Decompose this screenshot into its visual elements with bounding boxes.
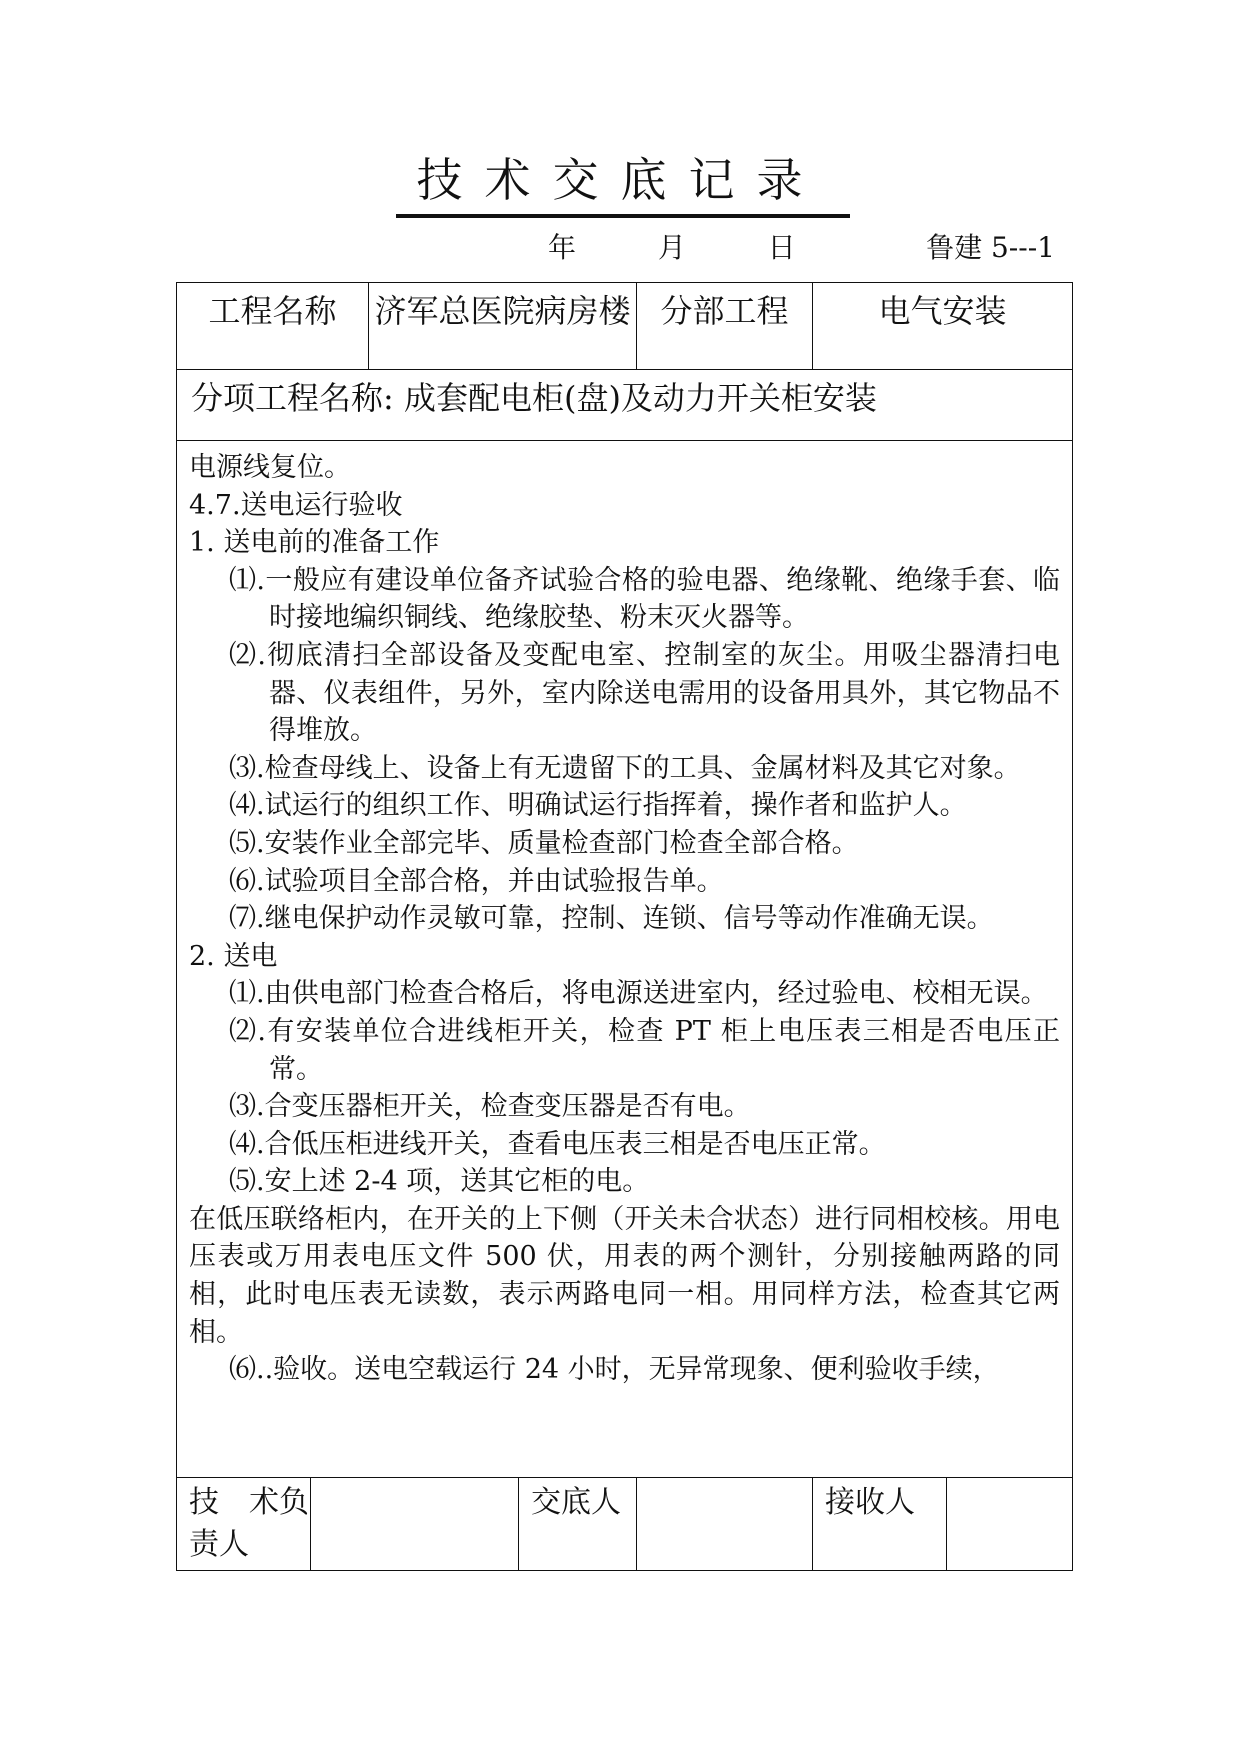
title-underline <box>396 214 850 218</box>
discloser-signature-field[interactable] <box>637 1478 813 1571</box>
list-item: ⑵.有安装单位合进线柜开关，检查 PT 柜上电压表三相是否电压正常。 <box>229 1015 1061 1085</box>
subitem-name: 分项工程名称: 成套配电柜(盘)及动力开关柜安装 <box>177 370 1073 441</box>
disclosure-content <box>177 441 1073 1478</box>
subsection-heading: 2. 送电 <box>189 940 278 972</box>
subsection-heading: 1. 送电前的准备工作 <box>189 527 440 559</box>
division-value: 电气安装 <box>813 283 1073 370</box>
record-table <box>176 282 1073 1571</box>
receiver-signature-field[interactable] <box>947 1478 1073 1571</box>
date-year-label: 年 <box>548 231 577 264</box>
tech-lead-signature-field[interactable] <box>311 1478 519 1571</box>
content-row <box>177 441 1073 1478</box>
list-item: ⑷.试运行的组织工作、明确试运行指挥着，操作者和监护人。 <box>229 790 967 822</box>
date-day-label: 日 <box>767 231 796 264</box>
date-month-label: 月 <box>657 231 686 264</box>
list-item: ⑴.一般应有建设单位备齐试验合格的验电器、绝缘靴、绝缘手套、临时接地编织铜线、绝缘胶垫、粉末灭火器等。 <box>229 564 1061 634</box>
project-name-value: 济军总医院病房楼 <box>369 283 637 370</box>
list-item: ⑵.彻底清扫全部设备及变配电室、控制室的灰尘。用吸尘器清扫电器、仪表组件，另外，室内除送电需用的设备用具外，其它物品不得堆放。 <box>229 639 1061 747</box>
list-item: ⑺.继电保护动作灵敏可靠，控制、连锁、信号等动作准确无误。 <box>229 903 994 935</box>
project-name-label: 工程名称 <box>177 283 369 370</box>
header-row <box>177 283 1073 370</box>
signature-row <box>177 1478 1073 1571</box>
document-title: 技术交底记录 <box>416 153 825 207</box>
list-item: ⑸.安装作业全部完毕、质量检查部门检查全部合格。 <box>229 827 859 859</box>
list-item: ⑷.合低压柜进线开关，查看电压表三相是否电压正常。 <box>229 1128 886 1160</box>
list-item: ⑶.检查母线上、设备上有无遗留下的工具、金属材料及其它对象。 <box>229 752 1021 784</box>
tech-lead-label: 技 术负责人 <box>177 1478 311 1571</box>
list-item: ⑶.合变压器柜开关，检查变压器是否有电。 <box>229 1091 751 1123</box>
list-item: ⑸.安上述 2-4 项，送其它柜的电。 <box>229 1166 650 1198</box>
date-line <box>548 228 796 268</box>
form-code: 鲁建 5---1 <box>926 231 1055 264</box>
discloser-label: 交底人 <box>519 1478 637 1571</box>
receiver-label: 接收人 <box>813 1478 947 1571</box>
list-item: ⑹.试验项目全部合格，并由试验报告单。 <box>229 865 724 897</box>
content-paragraph: 在低压联络柜内，在开关的上下侧（开关未合状态）进行同相校核。用电压表或万用表电压文件 500 伏，用表的两个测针，分别接触两路的同相，此时电压表无读数，表示两路电同一相。用同样方法，检查其它两相。 <box>189 1203 1061 1348</box>
content-line: 电源线复位。 <box>189 452 351 483</box>
division-label: 分部工程 <box>637 283 813 370</box>
list-item: ⑴.由供电部门检查合格后，将电源送进室内，经过验电、校相无误。 <box>229 978 1048 1010</box>
section-heading: 4.7.送电运行验收 <box>189 489 403 521</box>
list-item: ⑹..验收。送电空载运行 24 小时，无异常现象、便利验收手续， <box>229 1354 1000 1386</box>
subitem-row <box>177 370 1073 441</box>
